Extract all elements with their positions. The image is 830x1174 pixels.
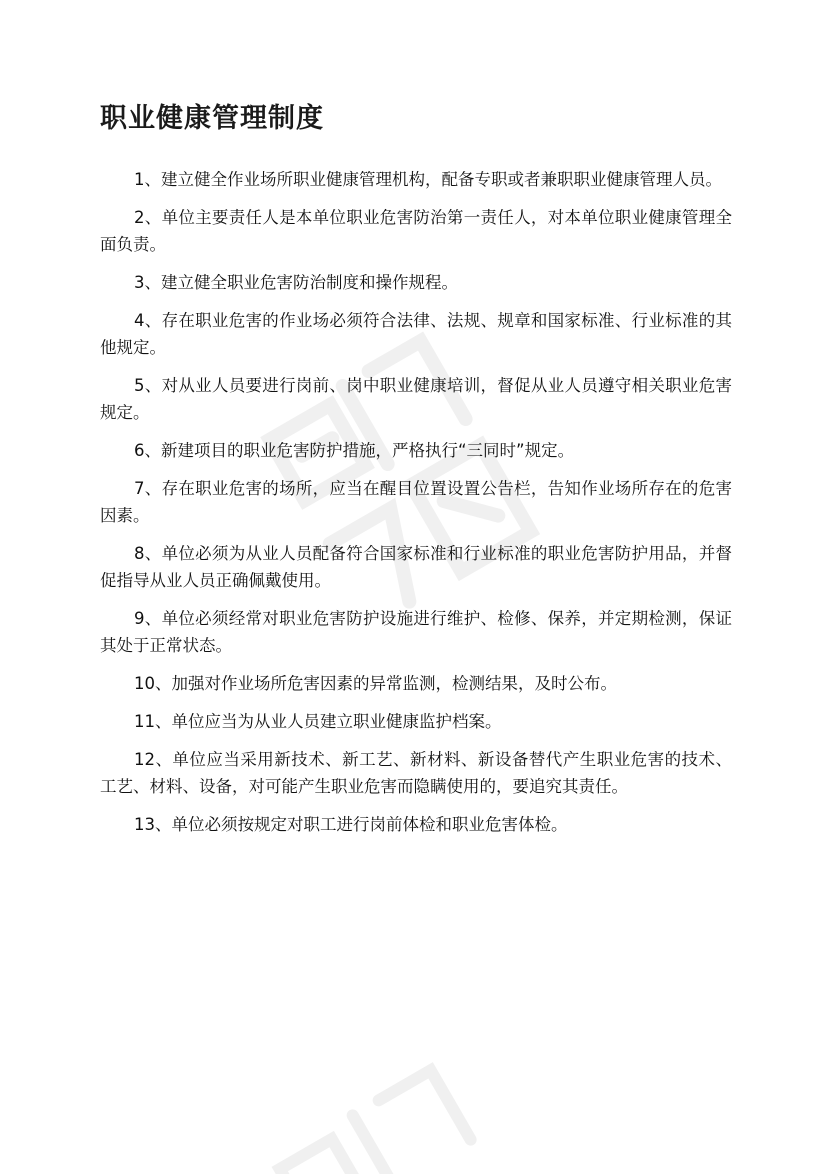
list-item: 3、建立健全职业危害防治制度和操作规程。 — [134, 273, 458, 292]
page-title: 职业健康管理制度 — [100, 103, 324, 134]
list-item: 5、对从业人员要进行岗前、岗中职业健康培训，督促从业人员遵守相关职业危害规定。 — [100, 376, 732, 422]
list-item: 2、单位主要责任人是本单位职业危害防治第一责任人，对本单位职业健康管理全面负责。 — [100, 208, 732, 254]
list-item: 11、单位应当为从业人员建立职业健康监护档案。 — [134, 712, 502, 731]
regulation-list — [100, 166, 732, 849]
list-item: 12、单位应当采用新技术、新工艺、新材料、新设备替代产生职业危害的技术、工艺、材料、设备，对可能产生职业危害而隐瞒使用的，要追究其责任。 — [100, 750, 732, 796]
list-item: 7、存在职业危害的场所，应当在醒目位置设置公告栏，告知作业场所存在的危害因素。 — [100, 479, 732, 525]
watermark-graphic-bottom — [247, 1023, 532, 1174]
list-item: 6、新建项目的职业危害防护措施，严格执行“三同时”规定。 — [134, 441, 575, 460]
list-item: 10、加强对作业场所危害因素的异常监测，检测结果，及时公布。 — [134, 674, 617, 693]
list-item: 1、建立健全作业场所职业健康管理机构，配备专职或者兼职职业健康管理人员。 — [134, 170, 722, 189]
list-item: 9、单位必须经常对职业危害防护设施进行维护、检修、保养，并定期检测，保证其处于正常状态。 — [100, 609, 732, 655]
list-item: 13、单位必须按规定对职工进行岗前体检和职业危害体检。 — [134, 815, 568, 834]
list-item: 8、单位必须为从业人员配备符合国家标准和行业标准的职业危害防护用品，并督促指导从业人员正确佩戴使用。 — [100, 544, 732, 590]
list-item: 4、存在职业危害的作业场必须符合法律、法规、规章和国家标准、行业标准的其他规定。 — [100, 311, 732, 357]
